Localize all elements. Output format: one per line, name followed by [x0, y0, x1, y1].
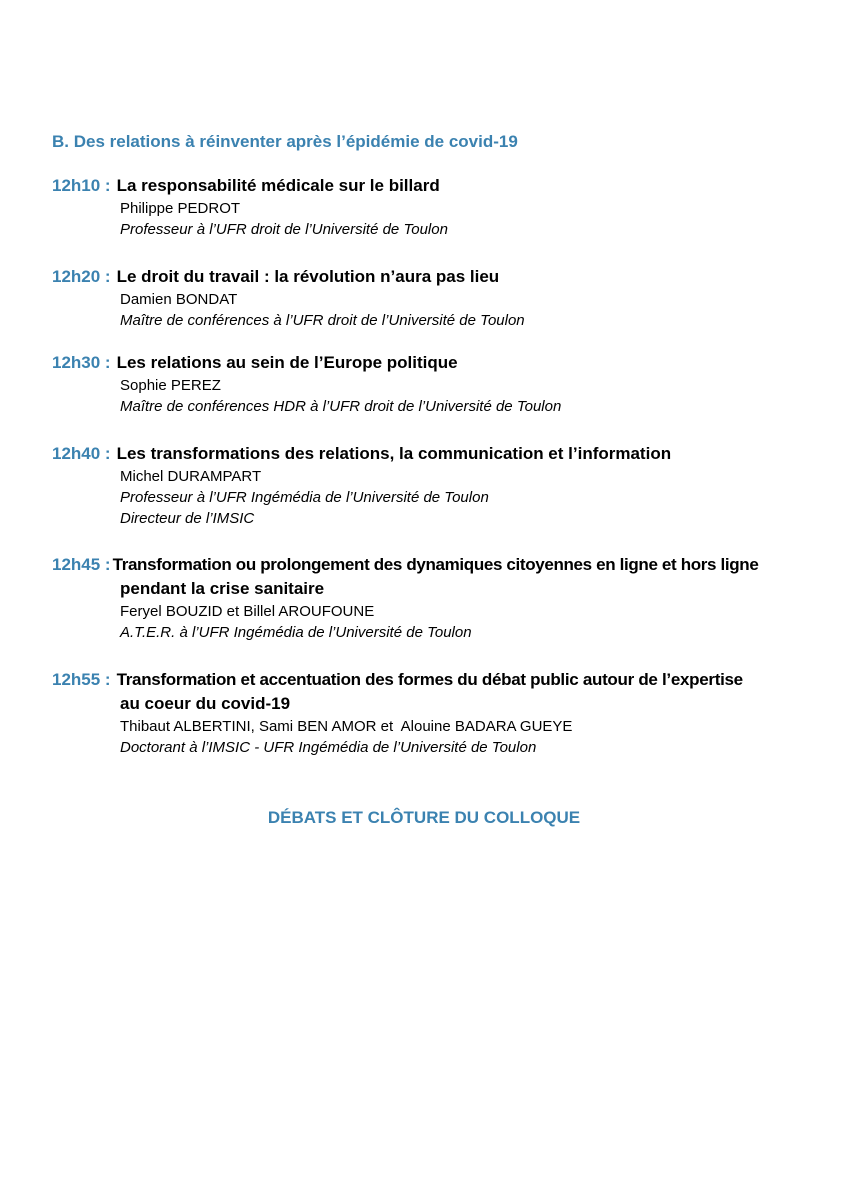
program-entry	[52, 553, 812, 643]
entry-time: 12h40 :	[52, 444, 111, 463]
program-entry	[52, 351, 812, 417]
entry-role: Maître de conférences HDR à l’UFR droit de l’Université de Toulon	[120, 398, 562, 415]
entry-title: Transformation et accentuation des formes du débat public autour de l’expertise	[116, 670, 743, 689]
entry-title: Les relations au sein de l’Europe politique	[116, 353, 458, 372]
program-entry	[52, 442, 812, 529]
entry-role: Doctorant à l’IMSIC - UFR Ingémédia de l’Université de Toulon	[120, 739, 537, 756]
entry-heading	[52, 442, 812, 466]
entry-title-continued: au coeur du covid-19	[120, 694, 291, 713]
entry-time: 12h30 :	[52, 353, 111, 372]
entry-role: Professeur à l’UFR droit de l’Université de Toulon	[120, 221, 448, 238]
entry-heading	[52, 553, 812, 577]
entry-heading	[52, 668, 812, 692]
entry-speaker: Philippe PEDROT	[120, 200, 241, 217]
section-title: B. Des relations à réinventer après l’épidémie de covid-19	[52, 132, 518, 151]
entry-time: 12h20 :	[52, 267, 111, 286]
entry-speaker: Sophie PEREZ	[120, 377, 221, 394]
entry-title: Le droit du travail : la révolution n’aura pas lieu	[116, 267, 500, 286]
entry-role: A.T.E.R. à l’UFR Ingémédia de l’Université de Toulon	[120, 624, 472, 641]
entry-speaker: Michel DURAMPART	[120, 468, 262, 485]
entry-time: 12h10 :	[52, 176, 111, 195]
entry-title-continued: pendant la crise sanitaire	[120, 579, 325, 598]
entry-role: Maître de conférences à l’UFR droit de l’Université de Toulon	[120, 312, 525, 329]
entry-speaker: Thibaut ALBERTINI, Sami BEN AMOR et Alouine BADARA GUEYE	[120, 718, 573, 735]
entry-speaker: Damien BONDAT	[120, 291, 238, 308]
entry-title: La responsabilité médicale sur le billard	[116, 176, 440, 195]
entry-time: 12h45 :	[52, 555, 111, 574]
entry-time: 12h55 :	[52, 670, 111, 689]
closing-heading: DÉBATS ET CLÔTURE DU COLLOQUE	[267, 808, 581, 827]
entry-heading	[52, 265, 812, 289]
entry-title: Transformation ou prolongement des dynamiques citoyennes en ligne et hors ligne	[112, 555, 759, 574]
program-entry	[52, 174, 812, 240]
program-entry	[52, 668, 812, 758]
entry-heading	[52, 351, 812, 375]
entry-role: Professeur à l’UFR Ingémédia de l’Université de Toulon	[120, 489, 489, 506]
entry-title: Les transformations des relations, la communication et l’information	[116, 444, 672, 463]
entry-heading	[52, 174, 812, 198]
entry-speaker: Feryel BOUZID et Billel AROUFOUNE	[120, 603, 375, 620]
entry-role: Directeur de l’IMSIC	[120, 510, 255, 527]
program-entry	[52, 265, 812, 331]
